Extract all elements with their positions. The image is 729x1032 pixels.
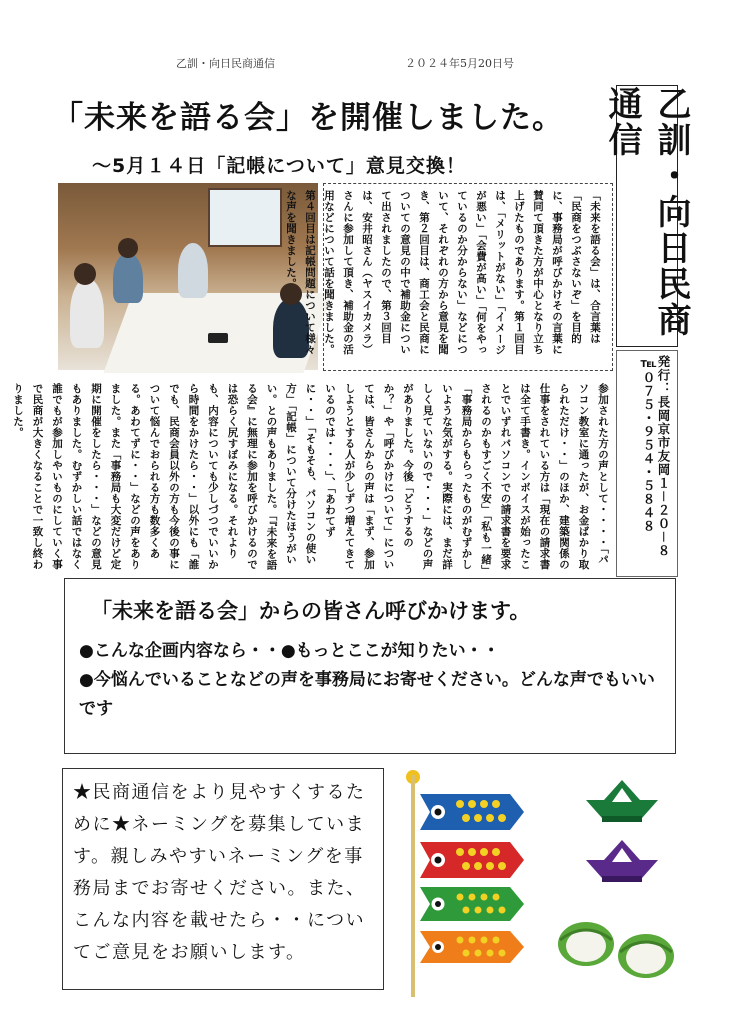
publisher-box [616, 350, 678, 577]
subheadline: ～5月１４日「記帳について」意見交換！ [92, 155, 466, 177]
call-box [64, 578, 676, 754]
header-left: 乙訓・向日民商通信 [176, 57, 275, 70]
call-line-1: ●こんな企画内容なら・・●もっとここが知りたい・・ [79, 641, 500, 661]
koinobori-red-icon [420, 838, 524, 882]
boxed-article: 「未来を語る会」は、合言葉は「民商をつぶさないぞ」を目的に、事務局が呼びかけその言葉に賛同て頂きた方が中心となり立ち上げたものであります。第１回目は、「メリットがない」「イメージが悪い」「会費が高い」「何をやっているのか分からない」などについて、それぞれの方から意見を聞き、第２回目は、商工会と民商についての意見の中で補助金について出されましたので、第３回目は、安井昭さん（ヤスイカメラ）さんに参加して頂き、補助金の活用などについて話を聞きました。第４回目は記帳問題について様々な声を聞きました。 [323, 183, 613, 371]
meeting-photo [58, 183, 318, 370]
kashiwamochi-icon [616, 922, 676, 982]
masthead: 乙訓・向日民商通信 [616, 85, 678, 347]
call-title: 「未来を語る会」からの皆さん呼びかけます。 [91, 599, 531, 623]
koinobori-blue-icon [420, 790, 524, 834]
body-article: 参加された方の声として・・・・「パソコン教室に通ったが、お金ばかり取られただけ・・」のほか、建築関係の仕事をされている方は「現在の請求書は全て手書き。インボイスが始ったことでいずれパソコンでの請求書を要求されるのかもすごく不安」「私も一緒」「事務局からもらったものがむずかしいような気がする。実際には、まだ詳しく見ていないので・・・」などの声がありました。今後「どうするのか？」や「呼びかけについて」については、皆さんからの声は「まず、参加しようとする人が少しずつ増えてきているのでは・・・」、「あわてずに・・」「そもそも、パソコンの使い方」「記帳」について分けたほうがいい。との声もありました。「『未来を語る会』に無理に参加を呼びかけるのでは恐らく尻すぼみになる。それよりも、内容についても少しづつでいいから時間をかけたら・・」以外にも「誰でも、民商会員以外の方も今後の事について悩んでおられる方も数多くある。あわてずに・・」などの声をありました。また「事務局も大変だけど定期に開催をしたら・・・」などの意見もありました。むずかしい話ではなく誰でもが参加しやいものにしていく事で民商が大きくなることで一致し終わりました。 [12, 383, 609, 571]
publisher-phone: ℡０７５・９５４・５８４８ [641, 355, 656, 533]
kabuto-green-icon [582, 778, 662, 824]
kashiwamochi-icon [556, 910, 616, 970]
call-line-2: ●今悩んでいることなどの声を事務局にお寄せください。どんな声でもいいです [79, 670, 655, 719]
naming-notice: ★民商通信をより見やすくするために★ネーミングを募集しています。親しみやすいネーミングを事務局までお寄せください。また、こんな内容を載せたら・・についてご意見をお願いします。 [62, 768, 384, 990]
koinobori-green-icon [420, 884, 524, 924]
header-date: ２０２４年5月20日号 [405, 57, 514, 70]
kabuto-purple-icon [582, 838, 662, 884]
koinobori-pole-icon [411, 775, 415, 997]
headline: 「未来を語る会」を開催しました。 [52, 100, 564, 136]
koinobori-orange-icon [420, 928, 524, 966]
publisher-address: 発行：長岡京市友岡１－２０－８ [656, 355, 671, 558]
